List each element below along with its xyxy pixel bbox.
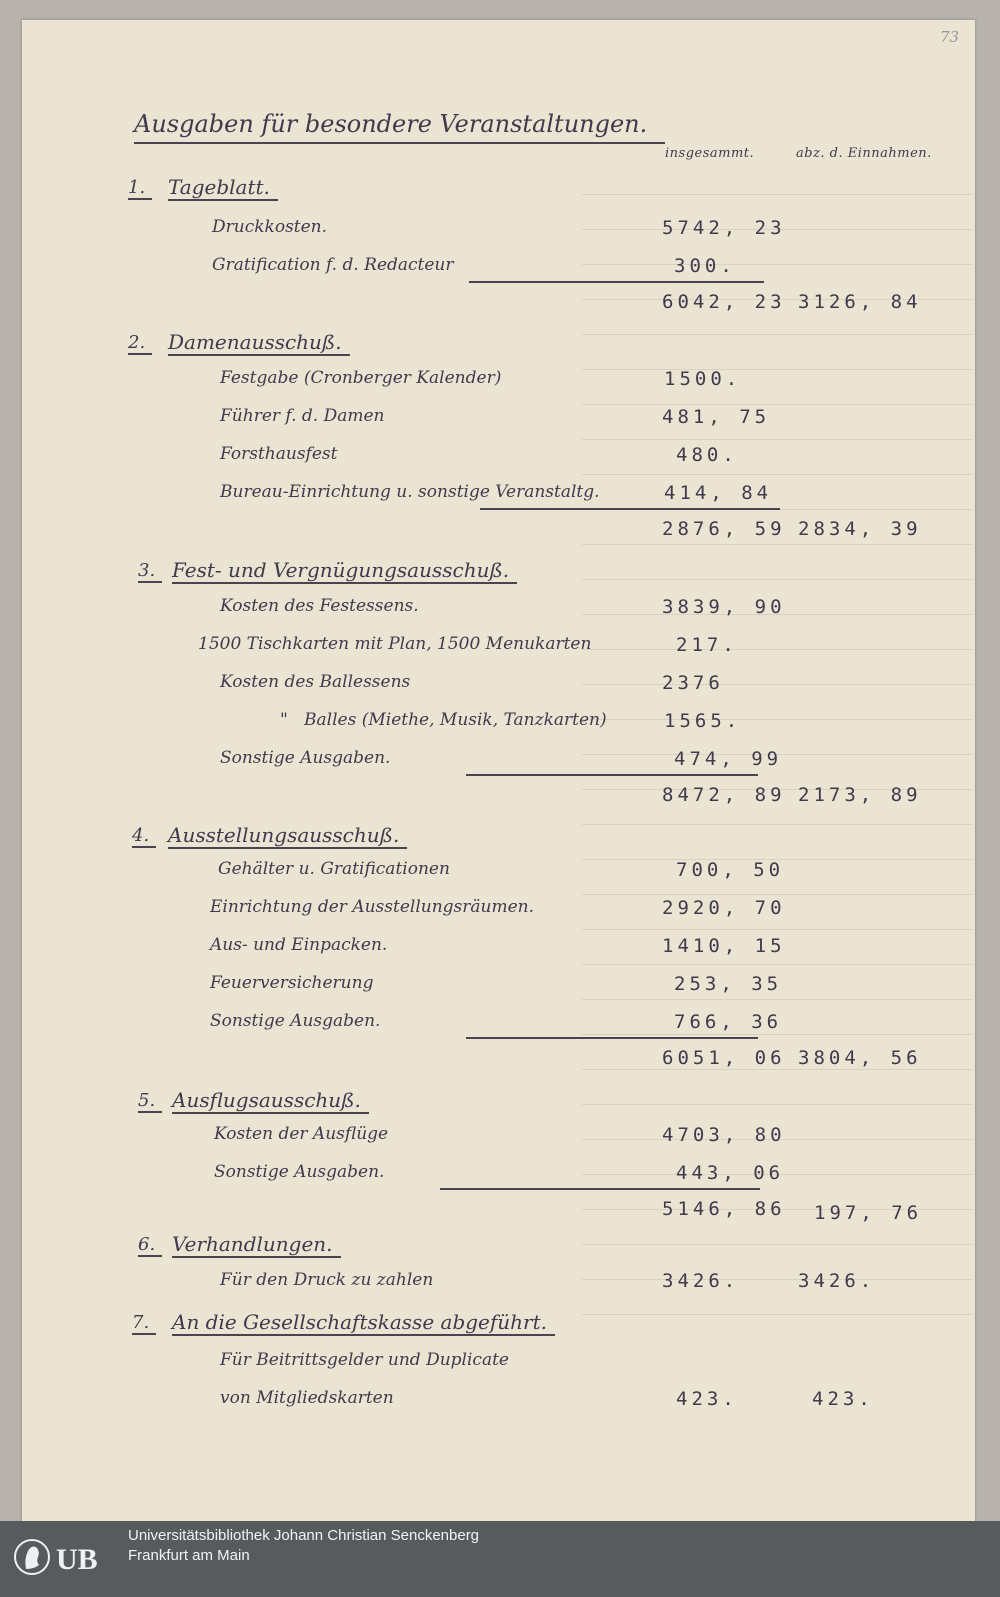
section-number: 3. — [138, 560, 162, 583]
library-name: Universitätsbibliothek Johann Christian Senckenberg — [128, 1527, 480, 1544]
item-label: Feuerversicherung — [210, 973, 374, 993]
item-label: Aus- und Einpacken. — [210, 935, 388, 955]
page-heading: Ausgaben für besondere Veranstaltungen. — [134, 110, 665, 144]
item-amount: 217. — [676, 634, 738, 656]
item-amount: 423. — [676, 1388, 738, 1410]
item-amount: 1565. — [664, 710, 742, 732]
item-label: Bureau-Einrichtung u. sonstige Veranstaltg. — [220, 482, 600, 502]
item-amount: 300. — [674, 255, 736, 277]
library-location: Frankfurt am Main — [128, 1547, 250, 1564]
item-label: Für den Druck zu zahlen — [220, 1270, 434, 1290]
section-number: 6. — [138, 1234, 162, 1257]
section-number: 7. — [132, 1312, 156, 1335]
item-net: 3426. — [798, 1270, 876, 1292]
section-title: Ausstellungsausschuß. — [168, 823, 407, 849]
item-label: 1500 Tischkarten mit Plan, 1500 Menukarten — [198, 634, 592, 654]
item-label: Kosten des Festessens. — [220, 596, 419, 616]
section-title: Ausflugsausschuß. — [172, 1088, 369, 1114]
item-amount: 3839, 90 — [662, 596, 786, 618]
item-label: Führer f. d. Damen — [220, 406, 385, 426]
section-number: 1. — [128, 177, 152, 200]
item-amount: 2376 — [662, 672, 724, 694]
item-amount: 443, 06 — [676, 1162, 785, 1184]
sum-rule — [440, 1188, 760, 1190]
item-label: Einrichtung der Ausstellungsräumen. — [210, 897, 535, 917]
item-amount: 253, 35 — [674, 973, 783, 995]
sum-rule — [466, 774, 758, 776]
section-total: 5146, 86 — [662, 1198, 786, 1220]
section-title: Fest- und Vergnügungsausschuß. — [172, 558, 517, 584]
item-label: Forsthausfest — [220, 444, 338, 464]
section-net: 2173, 89 — [798, 784, 922, 806]
section-total: 2876, 59 — [662, 518, 786, 540]
section-number: 5. — [138, 1090, 162, 1113]
section-net: 2834, 39 — [798, 518, 922, 540]
item-label: Druckkosten. — [212, 217, 328, 237]
section-net: 197, 76 — [814, 1202, 923, 1224]
item-label: Für Beitrittsgelder und Duplicate — [220, 1350, 509, 1370]
item-label: " Balles (Miethe, Musik, Tanzkarten) — [280, 710, 607, 730]
page-number: 73 — [940, 28, 960, 46]
item-label: von Mitgliedskarten — [220, 1388, 394, 1408]
item-amount: 4703, 80 — [662, 1124, 786, 1146]
item-label: Kosten des Ballessens — [220, 672, 411, 692]
item-amount: 700, 50 — [676, 859, 785, 881]
item-amount: 480. — [676, 444, 738, 466]
item-label: Gehälter u. Gratificationen — [218, 859, 450, 879]
item-amount: 2920, 70 — [662, 897, 786, 919]
item-amount: 474, 99 — [674, 748, 783, 770]
item-amount: 766, 36 — [674, 1011, 783, 1033]
sum-rule — [480, 508, 780, 510]
item-label: Festgabe (Cronberger Kalender) — [220, 368, 502, 388]
section-number: 2. — [128, 332, 152, 355]
section-total: 8472, 89 — [662, 784, 786, 806]
section-net: 3804, 56 — [798, 1047, 922, 1069]
sum-rule — [466, 1037, 758, 1039]
item-amount: 1500. — [664, 368, 742, 390]
university-library-logo-icon — [12, 1531, 116, 1583]
item-label: Sonstige Ausgaben. — [214, 1162, 385, 1182]
section-title: An die Gesellschaftskasse abgeführt. — [172, 1310, 555, 1336]
bleed-through-texture — [582, 160, 972, 1320]
item-label: Kosten der Ausflüge — [214, 1124, 389, 1144]
section-title: Damenausschuß. — [168, 330, 350, 356]
item-label: Sonstige Ausgaben. — [210, 1011, 381, 1031]
column-header-net: abz. d. Einnahmen. — [796, 146, 932, 161]
section-total: 6051, 06 — [662, 1047, 786, 1069]
item-amount: 481, 75 — [662, 406, 771, 428]
section-number: 4. — [132, 825, 156, 848]
item-amount: 1410, 15 — [662, 935, 786, 957]
section-title: Tageblatt. — [168, 175, 278, 201]
section-total: 6042, 23 — [662, 291, 786, 313]
section-net: 3126, 84 — [798, 291, 922, 313]
library-footer — [0, 1521, 1000, 1597]
column-header-total: insgesammt. — [665, 146, 755, 161]
document-sheet — [22, 20, 975, 1525]
sum-rule — [469, 281, 764, 283]
section-title: Verhandlungen. — [172, 1232, 341, 1258]
svg-text:UB: UB — [56, 1543, 98, 1576]
item-label: Gratification f. d. Redacteur — [212, 255, 454, 275]
item-amount: 3426. — [662, 1270, 740, 1292]
item-net: 423. — [812, 1388, 874, 1410]
item-label: Sonstige Ausgaben. — [220, 748, 391, 768]
item-amount: 414, 84 — [664, 482, 773, 504]
item-amount: 5742, 23 — [662, 217, 786, 239]
